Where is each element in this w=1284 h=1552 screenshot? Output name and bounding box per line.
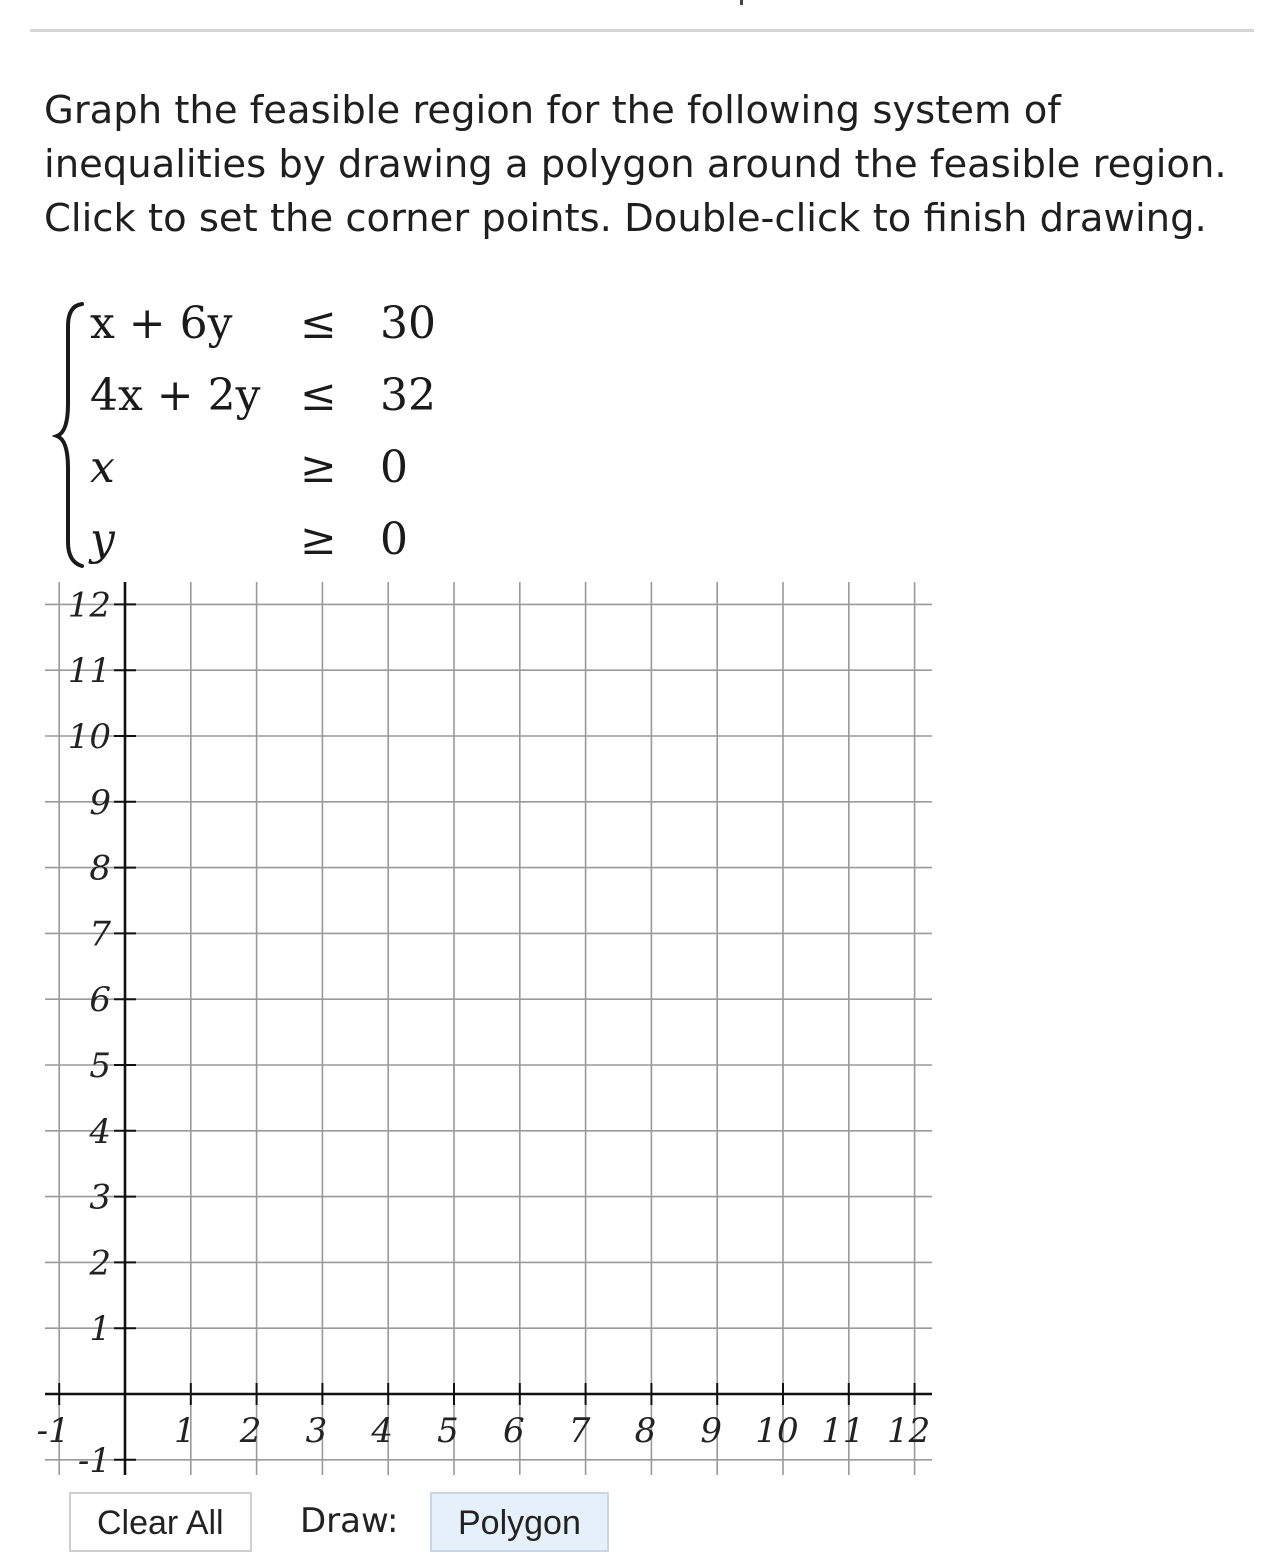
x-tick-label: 7: [568, 1411, 591, 1451]
inequality-lhs: x: [90, 442, 115, 493]
x-tick-label: 9: [700, 1411, 723, 1451]
polygon-tool-button[interactable]: Polygon: [430, 1492, 609, 1552]
x-tick-label: 5: [437, 1411, 459, 1451]
inequality-rhs: 32: [380, 370, 436, 421]
separator: [30, 29, 1254, 32]
scroll-indicator: [740, 0, 743, 5]
x-tick-label: -1: [36, 1411, 70, 1451]
y-tick-label: 2: [89, 1243, 111, 1284]
x-tick-label: 1: [173, 1411, 196, 1451]
x-tick-label: 4: [371, 1411, 394, 1451]
y-tick-label: 5: [89, 1046, 111, 1086]
inequality-relation: ≤: [300, 370, 337, 421]
left-brace-icon: [52, 292, 92, 572]
y-tick-label: 1: [89, 1309, 111, 1350]
x-tick-label: 10: [755, 1411, 799, 1451]
x-tick-label: 6: [502, 1411, 525, 1451]
inequality-relation: ≤: [300, 298, 337, 349]
y-tick-label: 9: [89, 782, 111, 823]
draw-label: Draw:: [300, 1501, 399, 1541]
inequality-relation: ≥: [300, 514, 337, 565]
inequality-lhs: y: [90, 514, 115, 565]
inequality-lhs: x + 6y: [90, 298, 233, 349]
x-tick-label: 8: [634, 1411, 657, 1451]
x-tick-label: 12: [886, 1411, 931, 1451]
y-tick-label: 8: [89, 848, 111, 889]
clear-all-button[interactable]: Clear All: [69, 1492, 252, 1552]
y-tick-label: -1: [77, 1440, 111, 1480]
inequality-rhs: 0: [380, 442, 408, 493]
graph-canvas[interactable]: [0, 580, 960, 1480]
y-tick-label: 11: [67, 651, 111, 692]
y-tick-label: 10: [67, 717, 111, 757]
inequality-rhs: 30: [380, 298, 436, 349]
inequality-system: [52, 292, 472, 572]
inequality-lhs: 4x + 2y: [90, 370, 261, 421]
x-tick-label: 2: [239, 1411, 262, 1451]
y-tick-label: 7: [89, 914, 111, 955]
instructions: Graph the feasible region for the following system of inequalities by drawing a polygon around the feasible region. Click to set the corner points. Double-click to finish drawing.: [44, 88, 1227, 241]
x-tick-label: 3: [305, 1411, 328, 1451]
y-tick-label: 3: [89, 1177, 111, 1218]
y-tick-label: 6: [89, 980, 111, 1021]
y-tick-label: 4: [89, 1111, 111, 1152]
inequality-rhs: 0: [380, 514, 408, 565]
y-tick-label: 12: [67, 585, 111, 626]
inequality-relation: ≥: [300, 442, 337, 493]
x-tick-label: 11: [821, 1411, 865, 1451]
